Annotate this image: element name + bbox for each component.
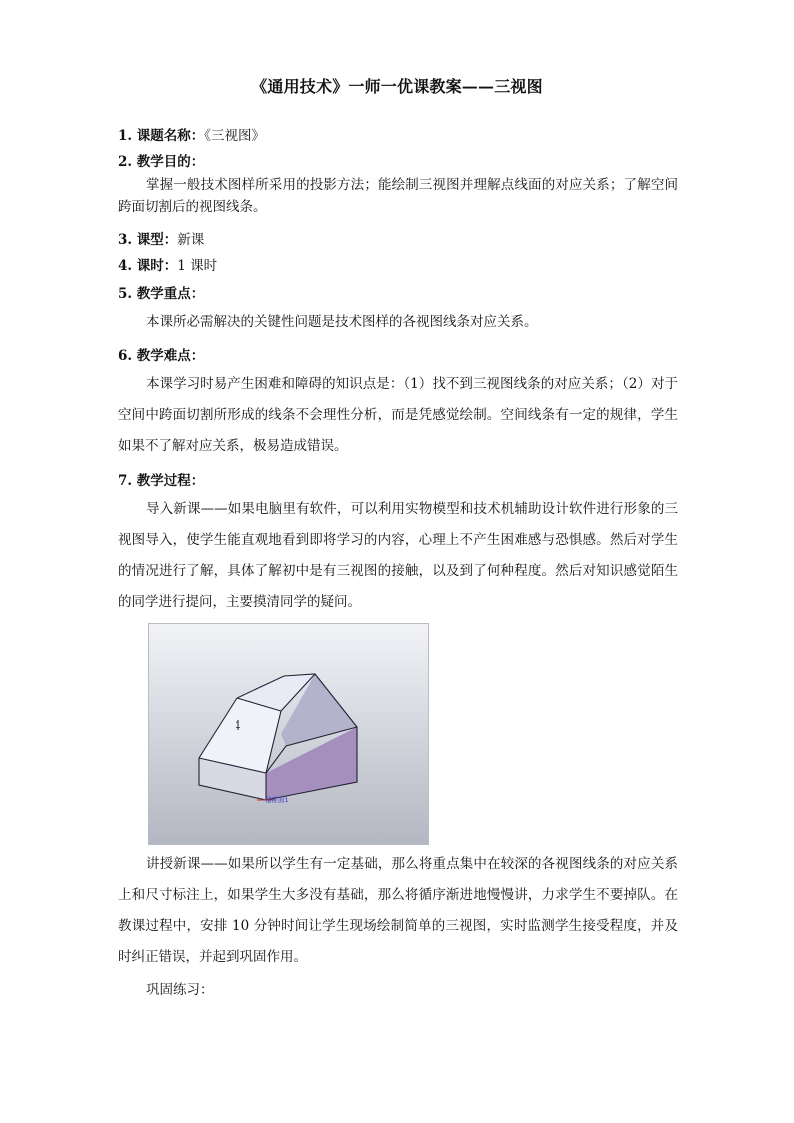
- section-label: 课时：: [136, 258, 178, 274]
- page-title: 《通用技术》一师一优课教案——三视图: [251, 77, 543, 96]
- section-heading-7: [118, 469, 204, 489]
- difficulties-paragraph: 本课学习时易产生困难和障碍的知识点是：（1）找不到三视图线条的对应关系；（2）对于空间中跨面切割所形成的线条不会理性分析，而是凭感觉绘制。空间线条有一定的规律，学生如果不了解对应关系，极易造成错误。: [118, 376, 678, 454]
- cad-model-figure: [148, 623, 429, 845]
- section-heading-4: [118, 254, 217, 274]
- section-label: 教学目的：: [136, 154, 205, 170]
- section-heading-3: [118, 228, 204, 248]
- section-label: 课型：: [136, 232, 178, 248]
- section-label: 教学难点：: [136, 348, 205, 364]
- practice-label: 巩固练习：: [146, 982, 214, 998]
- intro-paragraph: 导入新课——如果电脑里有软件，可以利用实物模型和技术机辅助设计软件进行形象的三视图导入，使学生能直观地看到即将学习的内容，心理上不产生困难感与恐惧感。然后对学生的情况进行了解，具体了解初中是有三视图的接触，以及到了何种程度。然后对知识感觉陌生的同学进行提问，主要摸清同学的疑问。: [118, 501, 678, 610]
- section-number: 4.: [118, 258, 133, 274]
- section-heading-5: [118, 282, 204, 302]
- section-value: 新课: [177, 232, 205, 248]
- section-number: 1.: [118, 128, 133, 144]
- section-heading-2: [118, 150, 204, 170]
- section-label: 教学重点：: [136, 286, 205, 302]
- lecture-paragraph: 讲授新课——如果所以学生有一定基础，那么将重点集中在较深的各视图线条的对应关系上和尺寸标注上，如果学生大多没有基础，那么将循序渐进地慢慢讲，力求学生不要掉队。在教课过程中，安排 10 分钟时间让学生现场绘制简单的三视图，实时监测学生接受程度，并及时纠正错误，并起到巩固作用。: [118, 856, 678, 965]
- section-number: 2.: [118, 154, 133, 170]
- section-number: 7.: [118, 473, 133, 489]
- key-points-paragraph: 本课所必需解决的关键性问题是技术图样的各视图线条对应关系。: [146, 314, 538, 330]
- section-label: 教学过程：: [136, 473, 205, 489]
- plane-label: 基准面1: [265, 796, 289, 804]
- section-heading-1: [118, 124, 265, 144]
- section-value: 1 课时: [177, 258, 218, 274]
- section-value: 《三视图》: [204, 128, 266, 144]
- section-heading-6: [118, 344, 204, 364]
- section-number: 5.: [118, 286, 133, 302]
- cad-model-render: [149, 624, 428, 844]
- axis-marker-label: 1: [235, 721, 241, 731]
- section-number: 3.: [118, 232, 133, 248]
- objectives-paragraph: 掌握一般技术图样所采用的投影方法；能绘制三视图并理解点线面的对应关系；了解空间跨面切割后的视图线条。: [118, 177, 678, 215]
- section-number: 6.: [118, 348, 133, 364]
- section-label: 课题名称：: [136, 128, 205, 144]
